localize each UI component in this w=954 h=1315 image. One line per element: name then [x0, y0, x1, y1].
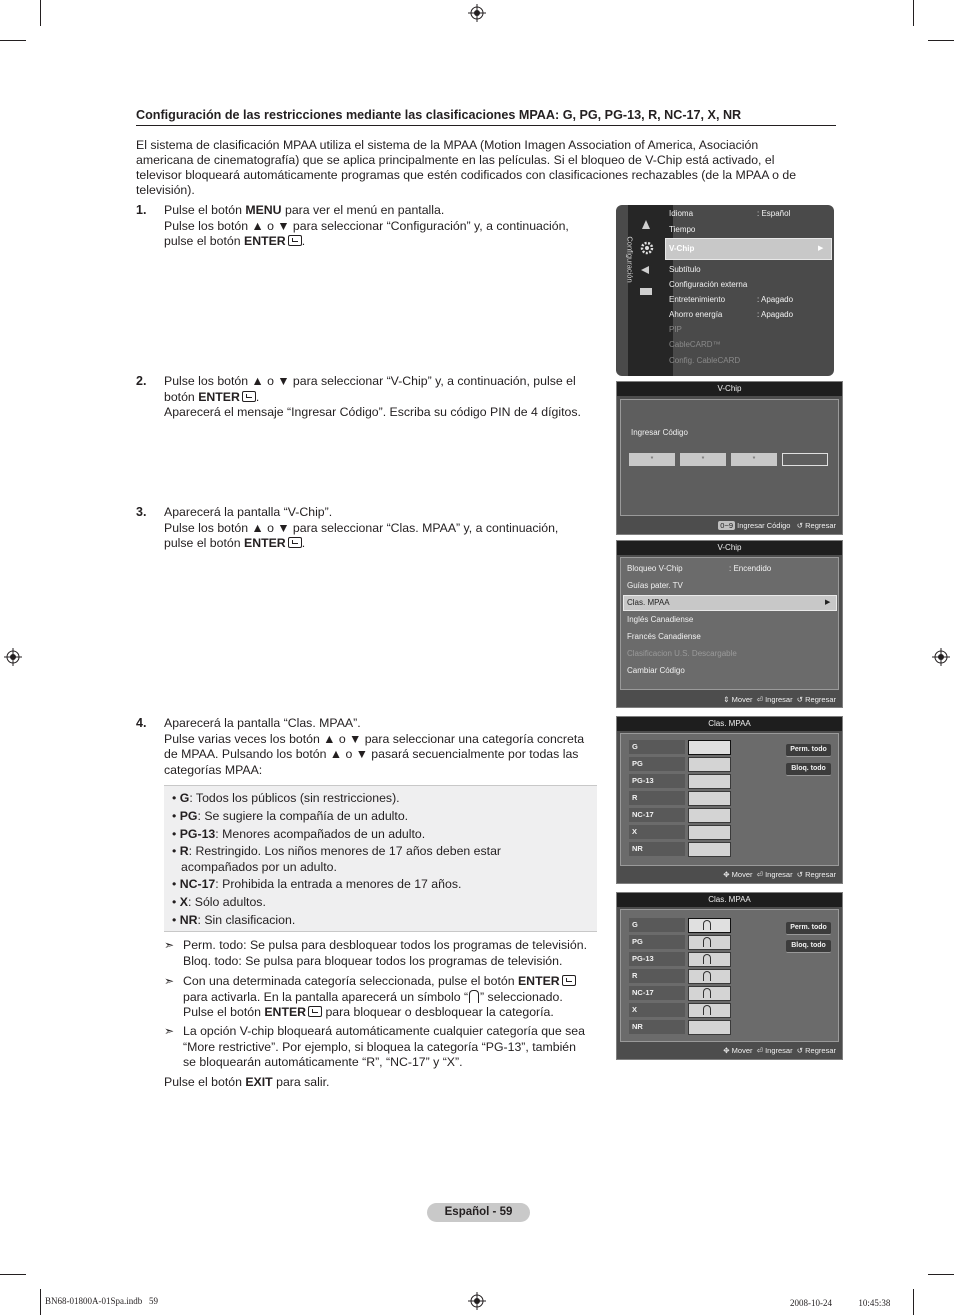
rating-row-g[interactable]: G	[629, 740, 685, 754]
application-icon	[639, 285, 653, 297]
ratings-list	[164, 785, 597, 932]
menu-item-entretenimiento[interactable]: Entretenimiento	[669, 295, 726, 304]
date-slug: 2008-10-24 ᅟᅟ 10:45:38	[790, 1298, 891, 1308]
rating-lock-box[interactable]	[688, 986, 731, 1001]
screen-footer	[723, 695, 836, 704]
menu-item-config-externa[interactable]: Configuración externa	[669, 280, 748, 289]
step-text: .	[255, 389, 260, 404]
menu-item-ahorro[interactable]: Ahorro energía	[669, 310, 723, 319]
updown-icon: ⇕	[723, 695, 730, 704]
rating-row-g[interactable]: G	[629, 918, 685, 932]
footer-enter-label: Ingresar Código	[737, 521, 791, 530]
rating-lock-box[interactable]	[688, 774, 731, 789]
rating-row-pg[interactable]: PG	[629, 935, 685, 949]
lock-icon	[703, 1005, 711, 1015]
rating-row-x[interactable]: X	[629, 1003, 685, 1017]
menu-item-config-cablecard: Config. CableCARD	[669, 356, 741, 365]
rating-row-nr[interactable]: NR	[629, 842, 685, 856]
menu-value: : Apagado	[757, 310, 794, 319]
return-icon: ↺	[796, 521, 804, 530]
note-3	[183, 1024, 613, 1071]
lock-icon	[703, 954, 711, 964]
step-text: Pulse los botón ▲ o ▼ para seleccionar “Clas. MPAA” y, a continuación,	[164, 520, 559, 535]
rating-row-pg13[interactable]: PG-13	[629, 774, 685, 788]
step-text: .	[301, 536, 306, 550]
exit-instruction: Pulse el botón EXIT para salir.	[164, 1075, 330, 1089]
step-number: 3.	[136, 505, 147, 519]
rating-row-nr[interactable]: NR	[629, 1020, 685, 1034]
perm-todo-button[interactable]: Perm. todo	[786, 922, 831, 935]
vchip-bloqueo-value: : Encendido	[729, 564, 772, 573]
rating-lock-box[interactable]	[688, 969, 731, 984]
step-text: .	[301, 234, 306, 248]
enter-icon	[288, 537, 302, 548]
step-text: categorías MPAA:	[164, 762, 263, 777]
menu-value: : Apagado	[757, 295, 794, 304]
key-name: ENTER	[244, 536, 286, 550]
crop-mark	[913, 1289, 914, 1315]
step-text: para ver el menú en pantalla.	[281, 203, 445, 217]
rating-lock-box[interactable]	[688, 842, 731, 857]
note-text: se bloquearán automáticamente “R”, “NC-17” y “X”.	[183, 1055, 463, 1069]
step-text: botón	[164, 389, 199, 404]
screen-footer	[718, 521, 836, 530]
screen-footer	[723, 1046, 836, 1055]
crop-mark	[928, 40, 954, 41]
screen-panel	[620, 557, 839, 690]
code-digit-1[interactable]: *	[629, 453, 675, 466]
rating-row-nc17[interactable]: NC-17	[629, 986, 685, 1000]
sidebar-label: Configuración	[625, 236, 635, 283]
screen-panel	[620, 399, 839, 516]
rating-lock-box[interactable]	[688, 808, 731, 823]
lock-icon	[703, 988, 711, 998]
rating-lock-box[interactable]	[688, 791, 731, 806]
step-text: Aparecerá el mensaje “Ingresar Código”. Escriba su código PIN de 4 dígitos.	[164, 405, 581, 419]
footer-return-label: Regresar	[805, 1046, 836, 1055]
return-icon: ↺	[796, 870, 804, 879]
vchip-item-frances[interactable]: Francés Canadiense	[627, 632, 701, 641]
menu-item-subtitulo[interactable]: Subtítulo	[669, 265, 701, 274]
note-1	[183, 938, 613, 969]
lock-icon	[469, 990, 479, 1003]
note-arrow-icon: ➣	[164, 938, 175, 952]
footer-move-label: Mover	[731, 695, 753, 704]
intro-line: televisor bloqueará automáticamente programas que estén codificados con clasificaciones rechazables (de la MPAA o de	[136, 168, 797, 182]
note-text: La opción V-chip bloqueará automáticamente cualquier categoría que sea	[183, 1024, 585, 1038]
step-text: Pulse los botón ▲ o ▼ para seleccionar “Configuración” y, a continuación,	[164, 218, 569, 233]
rating-lock-box[interactable]	[688, 740, 731, 755]
picture-icon	[639, 218, 653, 232]
footer-enter-label: Ingresar	[765, 1046, 793, 1055]
step-2-text	[164, 374, 609, 421]
crop-mark	[0, 1274, 26, 1275]
registration-mark-icon	[932, 648, 950, 666]
screen-title: Clas. MPAA	[617, 717, 842, 731]
enter-icon	[308, 1006, 322, 1017]
footer-return-label: Regresar	[805, 695, 836, 704]
step-text: Pulse varias veces los botón ▲ o ▼ para seleccionar una categoría concreta	[164, 731, 585, 746]
section-heading: Configuración de las restricciones mediante las clasificaciones MPAA: G, PG, PG-13, R, NC-17, X, NR	[136, 108, 836, 126]
menu-item-vchip[interactable]: V-Chip	[669, 244, 695, 253]
crop-mark	[913, 0, 914, 26]
step-number: 2.	[136, 374, 147, 388]
lock-icon	[703, 920, 711, 930]
footer-move-label: Mover	[731, 870, 753, 879]
list-item: • NR: Sin clasificacion.	[172, 913, 296, 927]
digit-key-badge: 0~9	[720, 521, 734, 530]
input-icon	[639, 264, 653, 276]
crop-mark	[0, 40, 26, 41]
intro-line: El sistema de clasificación MPAA utiliza el sistema de la MPAA (Motion Imagen Association of America, Asociación	[136, 138, 759, 152]
submenu-arrow-icon: ▶	[825, 599, 831, 606]
rating-row-pg[interactable]: PG	[629, 757, 685, 771]
rating-lock-box[interactable]	[688, 935, 731, 950]
vchip-item-cambiar-codigo[interactable]: Cambiar Código	[627, 666, 685, 675]
step-text: Aparecerá la pantalla “Clas. MPAA”.	[164, 716, 361, 730]
footer-enter-label: Ingresar	[765, 695, 793, 704]
crop-mark	[40, 1289, 41, 1315]
list-item: • R: Restringido. Los niños menores de 17 años deben estar	[172, 844, 502, 858]
list-item: acompañados por un adulto.	[181, 860, 337, 874]
bloq-todo-button[interactable]: Bloq. todo	[786, 940, 831, 953]
rating-lock-box[interactable]	[688, 918, 731, 933]
vchip-item-bloqueo[interactable]: Bloqueo V-Chip	[627, 564, 683, 573]
page-number: Español - 59	[427, 1203, 530, 1222]
gear-icon	[639, 240, 655, 256]
rating-row-x[interactable]: X	[629, 825, 685, 839]
rating-lock-box[interactable]	[688, 952, 731, 967]
list-item: • PG: Se sugiere la compañía de un adulto.	[172, 809, 409, 823]
perm-todo-button[interactable]: Perm. todo	[786, 744, 831, 757]
rating-lock-box[interactable]	[688, 1003, 731, 1018]
code-digit-2[interactable]: *	[680, 453, 726, 466]
menu-item-pip: PIP	[669, 325, 682, 334]
vchip-item-descargable: Clasificacion U.S. Descargable	[627, 649, 737, 658]
vchip-item-clas-mpaa[interactable]: Clas. MPAA	[627, 598, 670, 607]
list-item: • X: Sólo adultos.	[172, 895, 266, 909]
submenu-arrow-icon: ▶	[818, 245, 824, 252]
note-arrow-icon: ➣	[164, 1024, 175, 1038]
registration-mark-icon	[4, 648, 22, 666]
step-text: pulse el botón	[164, 536, 244, 550]
note-2: Con una determinada categoría seleccionada, pulse el botón ENTER para activarla. En la pantalla aparecerá un símbolo “ ” seleccionado. Pulse el botón ENTER para bloquear o desbloquear la categoría.	[183, 974, 613, 1021]
note-arrow-icon: ➣	[164, 974, 175, 988]
rating-row-r[interactable]: R	[629, 791, 685, 805]
screen-panel	[620, 909, 839, 1042]
screen-panel	[620, 733, 839, 866]
setup-menu-screen	[616, 205, 834, 376]
intro-line: americana de cinematografía) que se aplica principalmente en las películas. Si el bloqueo de V-Chip está activado, el	[136, 153, 775, 167]
step-1-text	[164, 203, 604, 250]
vchip-screen	[616, 540, 843, 708]
rating-lock-box[interactable]	[688, 757, 731, 772]
return-icon: ↺	[796, 1046, 804, 1055]
rating-lock-box[interactable]	[688, 825, 731, 840]
footer-move-label: Mover	[731, 1046, 753, 1055]
step-text: de MPAA. Pulsando los botón ▲ o ▼ pasará secuencialmente por todas las	[164, 747, 579, 761]
return-icon: ↺	[796, 695, 804, 704]
step-text: Pulse los botón ▲ o ▼ para seleccionar “V-Chip” y, a continuación, pulse el	[164, 374, 576, 388]
key-name: ENTER	[198, 389, 240, 404]
bloq-todo-button[interactable]: Bloq. todo	[786, 763, 831, 776]
crop-mark	[928, 1274, 954, 1275]
list-item: • G: Todos los públicos (sin restricciones).	[172, 791, 400, 805]
screen-title: V-Chip	[617, 541, 842, 555]
rating-lock-box[interactable]	[688, 1020, 731, 1035]
lock-icon	[703, 937, 711, 947]
step-4-text	[164, 716, 609, 778]
mpaa-screen-unlocked	[616, 716, 843, 884]
step-text: Pulse el botón	[164, 203, 246, 217]
enter-icon: ⏎	[756, 870, 763, 879]
move-icon: ✥	[723, 870, 730, 879]
rating-row-nc17[interactable]: NC-17	[629, 808, 685, 822]
lock-icon	[703, 971, 711, 981]
screen-title: V-Chip	[617, 382, 842, 396]
rating-row-pg13[interactable]: PG-13	[629, 952, 685, 966]
vchip-item-guias[interactable]: Guías pater. TV	[627, 581, 683, 590]
rating-row-r[interactable]: R	[629, 969, 685, 983]
key-name: ENTER	[244, 234, 286, 248]
file-slug: BN68-01800A-01Spa.indb 59	[45, 1296, 158, 1306]
enter-icon: ⏎	[756, 1046, 763, 1055]
note-text: Perm. todo: Se pulsa para desbloquear todos los programas de televisión.	[183, 938, 587, 952]
footer-enter-label: Ingresar	[765, 870, 793, 879]
code-digit-4[interactable]	[782, 453, 828, 466]
step-text: Aparecerá la pantalla “V-Chip”.	[164, 505, 333, 519]
enter-icon: ⏎	[756, 695, 763, 704]
note-text: “More restrictive”. Por ejemplo, si bloquea la categoría “PG-13”, también	[183, 1039, 576, 1054]
list-item: • NC-17: Prohibida la entrada a menores de 17 años.	[172, 877, 462, 891]
menu-value: : Español	[757, 209, 791, 218]
footer-return-label: Regresar	[805, 870, 836, 879]
key-name: MENU	[245, 203, 282, 217]
move-icon: ✥	[723, 1046, 730, 1055]
screen-title: Clas. MPAA	[617, 893, 842, 907]
code-entry-screen	[616, 381, 843, 535]
vchip-item-ingles[interactable]: Inglés Canadiense	[627, 615, 694, 624]
step-number: 4.	[136, 716, 147, 730]
step-number: 1.	[136, 203, 147, 217]
enter-icon	[562, 975, 576, 986]
crop-mark	[40, 0, 41, 26]
intro-line: televisión).	[136, 183, 195, 197]
menu-item-tiempo[interactable]: Tiempo	[669, 225, 696, 234]
enter-icon	[242, 391, 256, 402]
code-digit-3[interactable]: *	[731, 453, 777, 466]
registration-mark-icon	[468, 1292, 486, 1310]
note-text: Bloq. todo: Se pulsa para bloquear todos los programas de televisión.	[183, 953, 563, 968]
intro-paragraph	[136, 138, 836, 198]
screen-footer	[723, 870, 836, 879]
step-3-text	[164, 505, 604, 552]
menu-item-cablecard: CableCARD™	[669, 340, 721, 349]
list-item: • PG-13: Menores acompañados de un adulto.	[172, 827, 426, 841]
code-prompt: Ingresar Código	[631, 428, 688, 437]
footer-return-label: Regresar	[805, 521, 836, 530]
enter-icon	[288, 235, 302, 246]
registration-mark-icon	[468, 4, 486, 22]
menu-item-idioma[interactable]: Idioma	[669, 209, 694, 218]
mpaa-screen-locked	[616, 892, 843, 1060]
step-text: pulse el botón	[164, 234, 244, 248]
